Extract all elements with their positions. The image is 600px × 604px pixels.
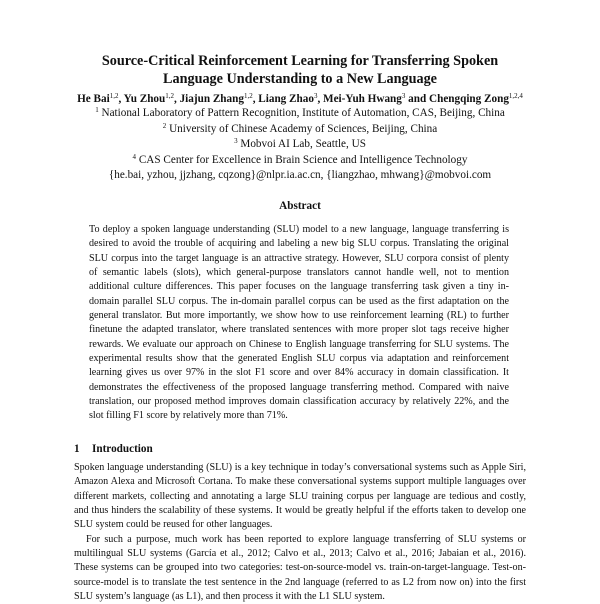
section-number: 1 — [74, 443, 80, 455]
abstract-heading: Abstract — [279, 200, 321, 212]
abstract-body: To deploy a spoken language understanding (SLU) model to a new language, language transferring is desired to avoid the trouble of acquiring and labeling a new big SLU corpus. Translating the original SLU corpus into the target language is an attractive strategy. However, SLU corpora consist of plenty of semantic labels (slots), which general-purpose translators cannot handle well, not to mention additional culture differences. This paper focuses on the language transferring task given a tiny in-domain parallel SLU corpus. The in-domain parallel corpus can be used as the first adaptation on the general translator. But more importantly, we show how to use reinforcement learning (RL) to further finetune the adapted translator, where translated sentences with more proper slot tags receive higher rewards. We evaluate our approach on Chinese to English language transferring for SLU systems. The experimental results show that the generated English SLU corpus via adaptation and reinforcement learning gives us over 97% in the slot F1 score and over 84% accuracy in domain classification. It demonstrates the effectiveness of the proposed language transferring method. Compared with naive translation, our proposed method improves domain classification accuracy by relatively 22%, and the slot filling F1 score by relatively more than 71%. — [89, 224, 509, 422]
author-list: He Bai$^{1,2}$, Yu Zhou$^{1,2}$, Jiajun Zhang$^{1,2}$, Liang Zhao$^3$, Mei-Yuh Hwang$^3$ and Chengqing Zong$^{1,2,4}$ — [77, 92, 523, 105]
paragraph: Spoken language understanding (SLU) is a key technique in today’s conversational systems such as Apple Siri, Amazon Alexa and Microsoft Cortana. To make these conversational systems support multiple languages over different markets, collecting and annotating a large SLU training corpus per language are tedious and costly, and thus hinders the scalability of these systems. It would be greatly helpful if the efforts taken to develop one SLU system could be reused for other languages. — [74, 462, 526, 531]
affiliation: $^1$ National Laboratory of Pattern Recognition, Institute of Automation, CAS, Beijing, China — [95, 106, 505, 119]
section-heading-introduction — [74, 442, 153, 456]
title-line-1: Source-Critical Reinforcement Learning for Transferring Spoken — [101, 53, 499, 69]
author: He Bai$^{1,2}$ — [77, 92, 119, 105]
author: Yu Zhou$^{1,2}$ — [123, 92, 174, 105]
title-line-2: Language Understanding to a New Language — [163, 71, 437, 87]
affiliation: $^4$ CAS Center for Excellence in Brain Science and Intelligence Technology — [132, 152, 468, 166]
author-emails: {he.bai, yzhou, jjzhang, cqzong}@nlpr.ia.ac.cn, {liangzhao, mhwang}@mobvoi.com — [108, 169, 492, 181]
author: Jiajun Zhang$^{1,2}$ — [179, 92, 253, 105]
author: Chengqing Zong$^{1,2,4}$ — [429, 92, 523, 105]
introduction-body — [74, 461, 526, 604]
section-title: Introduction — [92, 443, 153, 455]
affiliation: $^2$ University of Chinese Academy of Sciences, Beijing, China — [162, 121, 438, 135]
author: Liang Zhao$^3$ — [258, 92, 318, 105]
paragraph: For such a purpose, much work has been reported to explore language transferring of SLU systems or multilingual SLU systems (García et al., 2012; Calvo et al., 2013; Calvo et al., 2016; Jabaian et al., 2016). These systems can be grouped into two categories: test-on-source-model vs. train-on-target-language. Test-on-source-model is to translate the test sentence in the 2nd language (referred to as L2 from now on) into the first SLU system’s language (as L1), and then process it with the L1 SLU system. — [74, 533, 526, 603]
paper-title — [60, 52, 540, 88]
affiliations — [40, 106, 560, 184]
affiliation: $^3$ Mobvoi AI Lab, Seattle, US — [234, 137, 366, 150]
author: Mei-Yuh Hwang$^3$ — [323, 92, 406, 105]
